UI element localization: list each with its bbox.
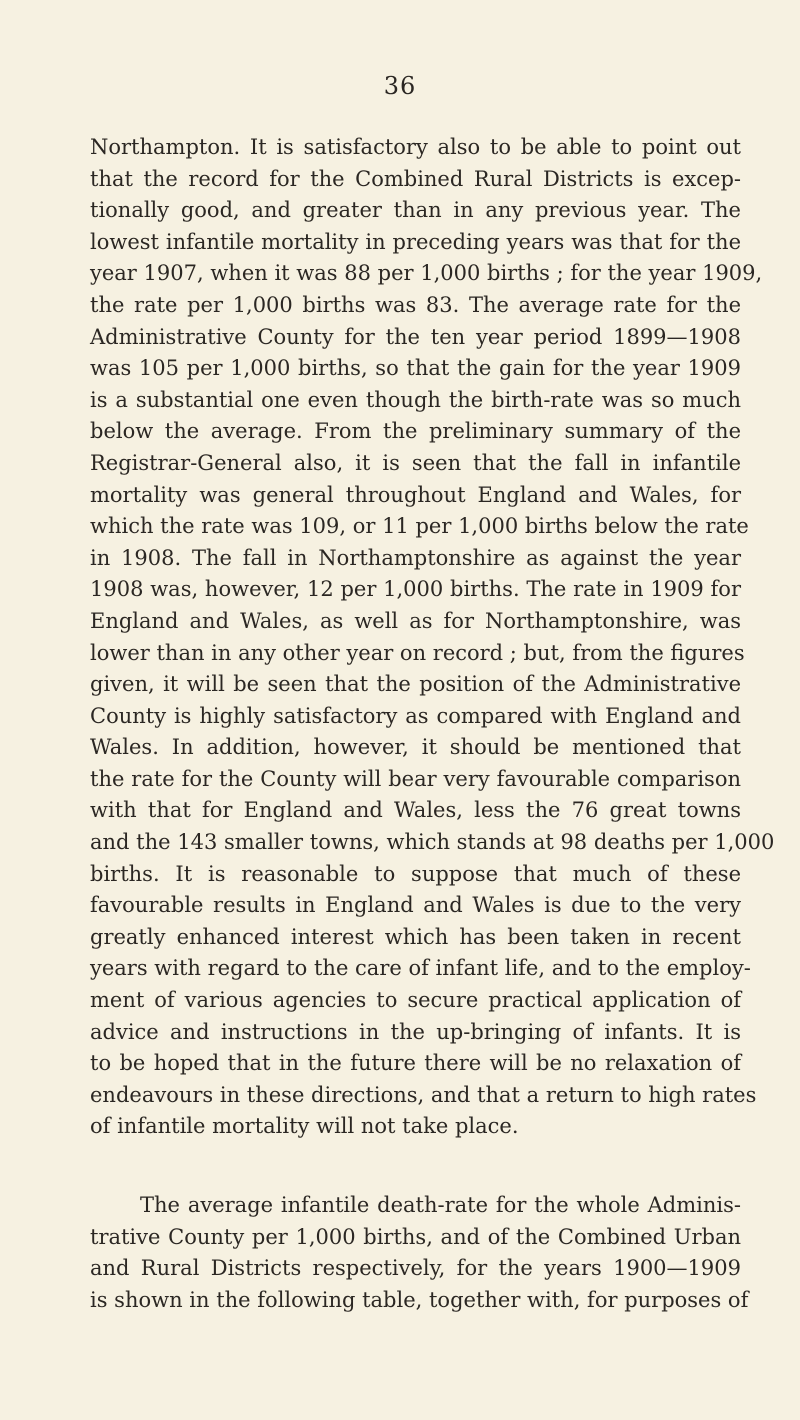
text-line: trative County per 1,000 births, and of the Combined Urban bbox=[90, 1224, 741, 1249]
text-line: advice and instructions in the up-bringing of infants. It is bbox=[90, 1019, 741, 1044]
text-line: below the average. From the preliminary summary of the bbox=[90, 419, 741, 444]
text-line: is a substantial one even though the birth-rate was so much bbox=[90, 387, 741, 412]
text-line: lowest infantile mortality in preceding years was that for the bbox=[90, 229, 741, 254]
text-line: which the rate was 109, or 11 per 1,000 births below the rate bbox=[90, 514, 749, 539]
text-line: favourable results in England and Wales is due to the very bbox=[90, 893, 741, 918]
text-line: the rate per 1,000 births was 83. The average rate for the bbox=[90, 292, 741, 317]
text-line: tionally good, and greater than in any previous year. The bbox=[90, 198, 741, 223]
text-line: ment of various agencies to secure practical application of bbox=[90, 988, 741, 1013]
text-line: endeavours in these directions, and that a return to high rates bbox=[90, 1082, 757, 1107]
text-line: that the record for the Combined Rural Districts is excep- bbox=[90, 166, 741, 191]
text-line: Registrar-General also, it is seen that the fall in infantile bbox=[90, 450, 741, 475]
text-line: 1908 was, however, 12 per 1,000 births. The rate in 1909 for bbox=[90, 577, 741, 602]
text-line: and Rural Districts respectively, for the years 1900—1909 bbox=[90, 1256, 741, 1281]
text-line: England and Wales, as well as for Northamptonshire, was bbox=[90, 608, 741, 633]
text-line: Wales. In addition, however, it should be mentioned that bbox=[90, 735, 741, 760]
text-line: is shown in the following table, together with, for purposes of bbox=[90, 1287, 749, 1312]
text-line: with that for England and Wales, less the 76 great towns bbox=[90, 798, 741, 823]
text-line: in 1908. The fall in Northamptonshire as against the year bbox=[90, 545, 741, 570]
text-line: years with regard to the care of infant life, and to the employ- bbox=[90, 956, 751, 981]
text-line: to be hoped that in the future there will be no relaxation of bbox=[90, 1051, 741, 1076]
text-line: lower than in any other year on record ; but, from the figures bbox=[90, 640, 745, 665]
text-line: of infantile mortality will not take place. bbox=[90, 1114, 519, 1139]
text-line: births. It is reasonable to suppose that much of these bbox=[90, 861, 741, 886]
text-line: Northampton. It is satisfactory also to be able to point out bbox=[90, 135, 741, 159]
page-number: 36 bbox=[383, 72, 417, 100]
text-line: greatly enhanced interest which has been taken in recent bbox=[90, 924, 741, 949]
paragraph-2 bbox=[90, 1190, 749, 1316]
text-line: the rate for the County will bear very favourable comparison bbox=[90, 766, 741, 791]
text-line: was 105 per 1,000 births, so that the gain for the year 1909 bbox=[90, 356, 741, 381]
text-line: given, it will be seen that the position of the Administrative bbox=[90, 672, 741, 697]
paragraph-1 bbox=[90, 132, 775, 1143]
text-line: and the 143 smaller towns, which stands at 98 deaths per 1,000 bbox=[90, 830, 775, 855]
text-line: mortality was general throughout England and Wales, for bbox=[90, 482, 741, 507]
text-line: year 1907, when it was 88 per 1,000 births ; for the year 1909, bbox=[90, 261, 763, 286]
text-line: Administrative County for the ten year period 1899—1908 bbox=[90, 324, 741, 349]
text-line: County is highly satisfactory as compared with England and bbox=[90, 703, 741, 728]
text-line: The average infantile death-rate for the whole Adminis- bbox=[140, 1193, 741, 1217]
